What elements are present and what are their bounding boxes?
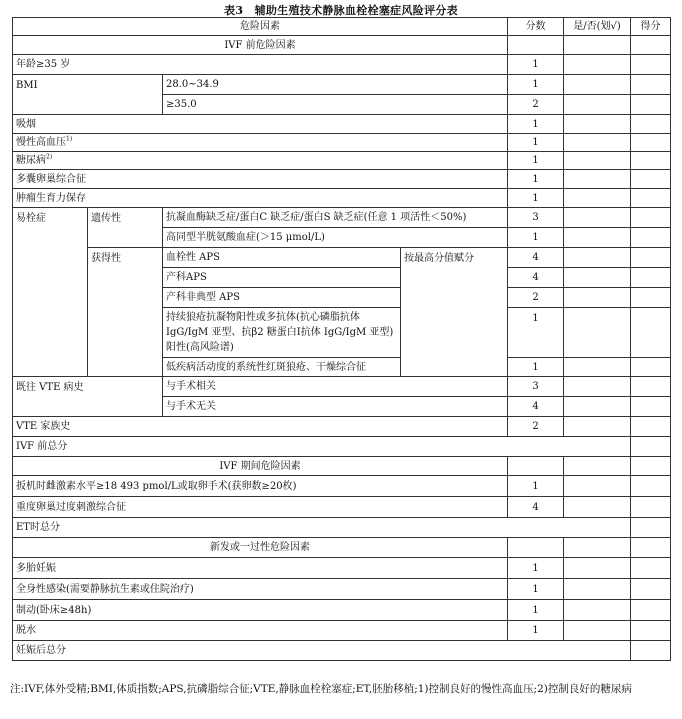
table-row bbox=[13, 152, 671, 170]
table-row bbox=[13, 377, 671, 397]
yesno-cell[interactable] bbox=[564, 417, 631, 437]
row-group-label: 遗传性 bbox=[88, 208, 163, 248]
row-label: 重度卵巢过度刺激综合征 bbox=[13, 497, 508, 518]
table-row bbox=[13, 170, 671, 189]
row-score: 4 bbox=[508, 268, 564, 288]
points-cell[interactable] bbox=[631, 288, 671, 308]
row-label: 吸烟 bbox=[13, 115, 508, 134]
points-cell[interactable] bbox=[631, 417, 671, 437]
yesno-cell[interactable] bbox=[564, 189, 631, 208]
header-row bbox=[13, 18, 671, 36]
yesno-cell[interactable] bbox=[564, 268, 631, 288]
row-score: 1 bbox=[508, 170, 564, 189]
table-row bbox=[13, 417, 671, 437]
row-sublabel: 产科APS bbox=[163, 268, 401, 288]
row-score: 3 bbox=[508, 208, 564, 228]
yesno-cell[interactable] bbox=[564, 208, 631, 228]
row-score: 1 bbox=[508, 152, 564, 170]
total-label: ET时总分 bbox=[13, 518, 631, 538]
total-label: IVF 前总分 bbox=[13, 437, 631, 457]
row-score: 1 bbox=[508, 476, 564, 497]
points-cell[interactable] bbox=[631, 600, 671, 621]
yesno-cell[interactable] bbox=[564, 397, 631, 417]
row-sublabel: 产科非典型 APS bbox=[163, 288, 401, 308]
row-label: 全身性感染(需要静脉抗生素或住院治疗) bbox=[13, 579, 508, 600]
row-score: 1 bbox=[508, 134, 564, 152]
row-sublabel: 血栓性 APS bbox=[163, 248, 401, 268]
total-row bbox=[13, 437, 671, 457]
table-row bbox=[13, 134, 671, 152]
table-row bbox=[13, 497, 671, 518]
row-label: 糖尿病$^{2)}$ bbox=[13, 152, 508, 170]
yesno-cell[interactable] bbox=[564, 248, 631, 268]
yesno-cell[interactable] bbox=[564, 288, 631, 308]
row-label: VTE 家族史 bbox=[13, 417, 508, 437]
header-points: 得分 bbox=[631, 18, 671, 36]
yesno-cell[interactable] bbox=[564, 308, 631, 358]
row-label: 脱水 bbox=[13, 621, 508, 641]
yesno-cell[interactable] bbox=[564, 55, 631, 75]
row-score: 2 bbox=[508, 95, 564, 115]
table-row bbox=[13, 476, 671, 497]
yesno-cell[interactable] bbox=[564, 228, 631, 248]
row-sublabel: 低疾病活动度的系统性红斑狼疮、干燥综合征 bbox=[163, 358, 401, 377]
table-title: 表3 辅助生殖技术静脉血栓栓塞症风险评分表 bbox=[224, 4, 458, 17]
points-cell[interactable] bbox=[631, 95, 671, 115]
row-score: 1 bbox=[508, 115, 564, 134]
table-row bbox=[13, 248, 671, 268]
yesno-cell[interactable] bbox=[564, 115, 631, 134]
row-label: 制动(卧床≥48h) bbox=[13, 600, 508, 621]
row-sublabel: 与手术无关 bbox=[163, 397, 508, 417]
row-score: 1 bbox=[508, 75, 564, 95]
row-score: 1 bbox=[508, 579, 564, 600]
row-sublabel: 持续狼疮抗凝物阳性或多抗体(抗心磷脂抗体 IgG/IgM 亚型、抗β2 糖蛋白Ⅰ抗体 IgG/IgM 亚型)阳性(高风险谱) bbox=[163, 308, 401, 358]
points-cell[interactable] bbox=[631, 397, 671, 417]
row-label: BMI bbox=[13, 75, 163, 115]
points-cell[interactable] bbox=[631, 268, 671, 288]
points-cell[interactable] bbox=[631, 134, 671, 152]
points-cell[interactable] bbox=[631, 377, 671, 397]
points-cell[interactable] bbox=[631, 208, 671, 228]
row-sublabel: ≥35.0 bbox=[163, 95, 508, 115]
row-score: 1 bbox=[508, 621, 564, 641]
table-row bbox=[13, 579, 671, 600]
points-cell[interactable] bbox=[631, 497, 671, 518]
table-row bbox=[13, 115, 671, 134]
yesno-cell[interactable] bbox=[564, 152, 631, 170]
row-score: 3 bbox=[508, 377, 564, 397]
row-score: 1 bbox=[508, 55, 564, 75]
section-row bbox=[13, 36, 671, 55]
row-label: 多囊卵巢综合征 bbox=[13, 170, 508, 189]
total-row bbox=[13, 518, 671, 538]
table-row bbox=[13, 600, 671, 621]
section-ivf-pre: IVF 前危险因素 bbox=[13, 36, 508, 55]
table-row bbox=[13, 621, 671, 641]
table-row bbox=[13, 208, 671, 228]
row-score: 4 bbox=[508, 248, 564, 268]
row-label: 既往 VTE 病史 bbox=[13, 377, 163, 417]
points-cell[interactable] bbox=[631, 358, 671, 377]
table-row bbox=[13, 55, 671, 75]
row-score: 4 bbox=[508, 497, 564, 518]
table-row bbox=[13, 75, 671, 95]
points-cell[interactable] bbox=[631, 152, 671, 170]
row-score: 1 bbox=[508, 600, 564, 621]
total-row bbox=[13, 641, 671, 661]
total-cell[interactable] bbox=[631, 641, 671, 661]
highest-score-note: 按最高分值赋分 bbox=[401, 248, 508, 377]
row-label: 多胎妊娠 bbox=[13, 558, 508, 579]
row-label: 肿瘤生育力保存 bbox=[13, 189, 508, 208]
table-row bbox=[13, 558, 671, 579]
row-score: 1 bbox=[508, 228, 564, 248]
row-score: 1 bbox=[508, 358, 564, 377]
points-cell[interactable] bbox=[631, 115, 671, 134]
table-footnote: 注:IVF,体外受精;BMI,体质指数;APS,抗磷脂综合征;VTE,静脉血栓栓塞症;ET,胚胎移植;1)控制良好的慢性高血压;2)控制良好的糖尿病 bbox=[10, 683, 632, 695]
points-cell[interactable] bbox=[631, 248, 671, 268]
row-group-label: 获得性 bbox=[88, 248, 163, 377]
yesno-cell[interactable] bbox=[564, 75, 631, 95]
yesno-cell[interactable] bbox=[564, 134, 631, 152]
points-cell[interactable] bbox=[631, 228, 671, 248]
row-score: 1 bbox=[508, 308, 564, 358]
row-score: 4 bbox=[508, 397, 564, 417]
points-cell[interactable] bbox=[631, 75, 671, 95]
row-label: 易栓症 bbox=[13, 208, 88, 377]
points-cell[interactable] bbox=[631, 579, 671, 600]
row-score: 2 bbox=[508, 288, 564, 308]
yesno-cell[interactable] bbox=[564, 621, 631, 641]
section-row bbox=[13, 457, 671, 476]
header-factor: 危险因素 bbox=[13, 18, 508, 36]
yesno-cell[interactable] bbox=[564, 579, 631, 600]
row-score: 1 bbox=[508, 189, 564, 208]
row-sublabel: 28.0~34.9 bbox=[163, 75, 508, 95]
row-sublabel: 高同型半胱氨酸血症(＞15 μmol/L) bbox=[163, 228, 508, 248]
total-cell[interactable] bbox=[631, 437, 671, 457]
total-cell[interactable] bbox=[631, 518, 671, 538]
points-cell[interactable] bbox=[631, 170, 671, 189]
row-score: 1 bbox=[508, 558, 564, 579]
total-label: 妊娠后总分 bbox=[13, 641, 631, 661]
points-cell[interactable] bbox=[631, 621, 671, 641]
risk-score-table bbox=[12, 17, 671, 661]
points-cell[interactable] bbox=[631, 55, 671, 75]
points-cell[interactable] bbox=[631, 308, 671, 358]
yesno-cell[interactable] bbox=[564, 377, 631, 397]
section-new: 新发或一过性危险因素 bbox=[13, 538, 508, 558]
yesno-cell[interactable] bbox=[564, 600, 631, 621]
section-ivf-during: IVF 期间危险因素 bbox=[13, 457, 508, 476]
row-label: 扳机时雌激素水平≥18 493 pmol/L或取卵手术(获卵数≥20枚) bbox=[13, 476, 508, 497]
points-cell[interactable] bbox=[631, 189, 671, 208]
section-row bbox=[13, 538, 671, 558]
yesno-cell[interactable] bbox=[564, 497, 631, 518]
row-score: 2 bbox=[508, 417, 564, 437]
row-label: 年龄≥35 岁 bbox=[13, 55, 508, 75]
yesno-cell[interactable] bbox=[564, 358, 631, 377]
header-score: 分数 bbox=[508, 18, 564, 36]
points-cell[interactable] bbox=[631, 558, 671, 579]
row-sublabel: 抗凝血酶缺乏症/蛋白C 缺乏症/蛋白S 缺乏症(任意 1 项活性＜50%) bbox=[163, 208, 508, 228]
row-label: 慢性高血压$^{1)}$ bbox=[13, 134, 508, 152]
yesno-cell[interactable] bbox=[564, 476, 631, 497]
yesno-cell[interactable] bbox=[564, 95, 631, 115]
yesno-cell[interactable] bbox=[564, 170, 631, 189]
table-row bbox=[13, 189, 671, 208]
yesno-cell[interactable] bbox=[564, 558, 631, 579]
row-sublabel: 与手术相关 bbox=[163, 377, 508, 397]
points-cell[interactable] bbox=[631, 476, 671, 497]
header-yesno: 是/否(划√) bbox=[564, 18, 631, 36]
